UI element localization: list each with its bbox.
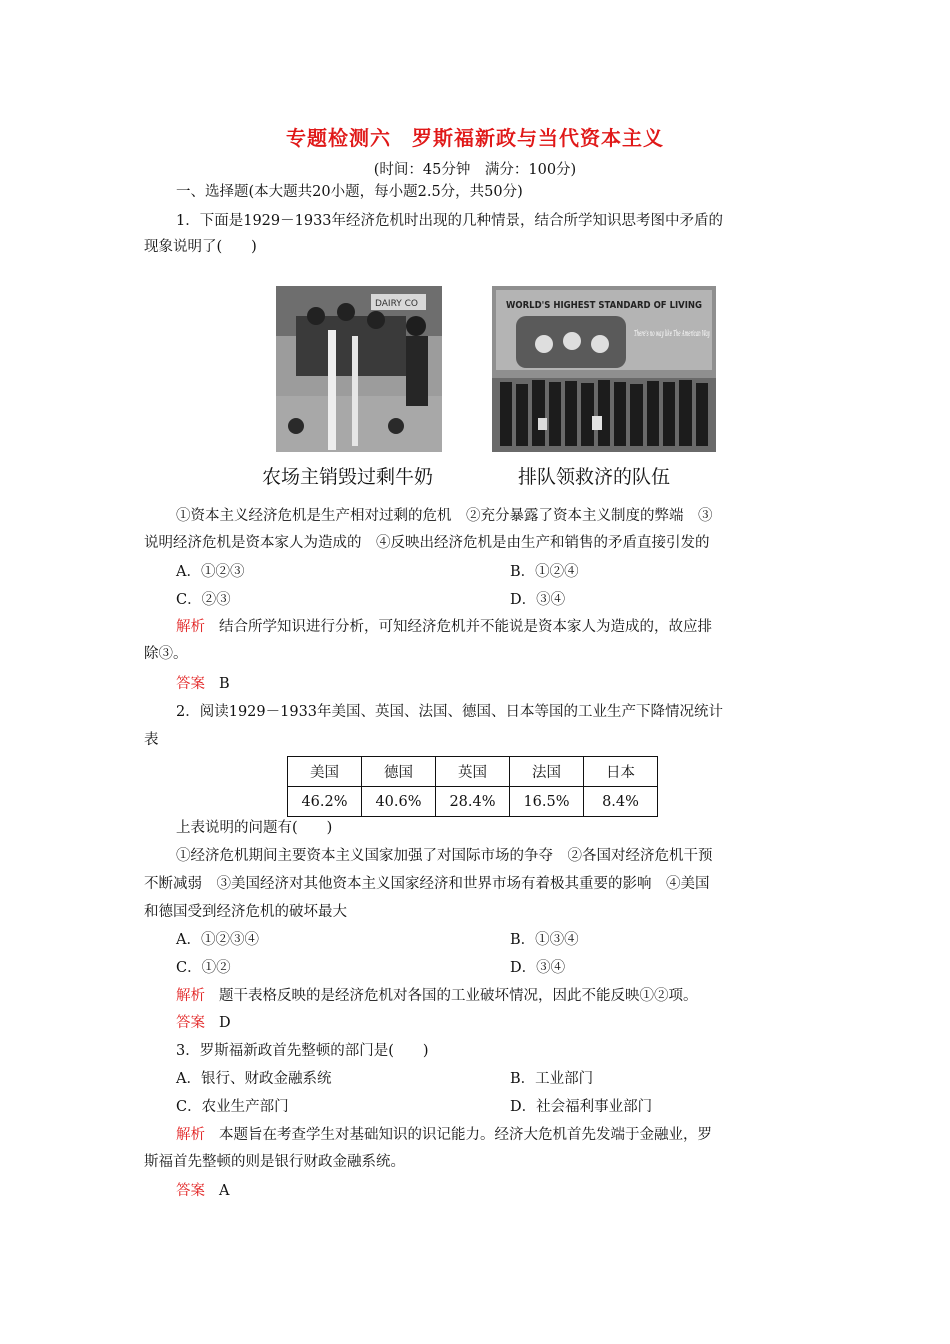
relief-photo-caption: 排队领救济的队伍 [518,466,671,488]
q2-analysis-label: 解析 [176,988,205,1004]
billboard-slogan: There's no way like The American Way [634,329,711,338]
table-header-cell: 日本 [584,757,658,787]
dairy-sign-text: DAIRY CO [375,299,418,309]
q1-analysis-label: 解析 [176,619,205,635]
q2-statements-line2: 不断减弱 ③美国经济对其他资本主义国家经济和世界市场有着极其重要的影响 ④美国 [144,876,710,892]
q3-analysis-label: 解析 [176,1127,205,1143]
table-cell: 28.4% [436,787,510,817]
q3-analysis [176,1125,712,1145]
q1-analysis [176,617,712,637]
q2-statements-line1: ①经济危机期间主要资本主义国家加强了对国际市场的争夺 ②各国对经济危机干预 [176,848,713,864]
q1-option-c: C．②③ [176,592,231,608]
q3-option-a: A．银行、财政金融系统 [176,1071,332,1087]
q1-answer-label: 答案 [176,676,205,692]
table-row [288,787,658,817]
section-heading: 一、选择题(本大题共20小题，每小题2.5分，共50分) [176,184,523,200]
billboard-text: WORLD'S HIGHEST STANDARD OF LIVING [506,300,702,311]
q1-analysis-line2: 除③。 [144,646,188,662]
q2-answer-value: D [219,1015,231,1031]
q2-option-d: D．③④ [510,960,566,976]
page-title: 专题检测六 罗斯福新政与当代资本主义 [286,126,664,150]
table-header-cell: 英国 [436,757,510,787]
q2-question: 上表说明的问题有( ) [176,820,333,836]
table-header-cell: 德国 [362,757,436,787]
table-header-cell: 美国 [288,757,362,787]
q1-option-a: A．①②③ [176,564,245,580]
q1-statements-line1: ①资本主义经济危机是生产相对过剩的危机 ②充分暴露了资本主义制度的弊端 ③ [176,508,713,524]
q1-analysis-text: 结合所学知识进行分析，可知经济危机并不能说是资本家人为造成的，故应排 [219,619,712,635]
q3-stem: 3．罗斯福新政首先整顿的部门是( ) [176,1043,429,1059]
q1-answer [176,674,230,694]
milk-dumping-photo [276,286,442,452]
relief-line-photo [492,286,716,452]
q3-answer-value: A [219,1183,230,1199]
table-cell: 8.4% [584,787,658,817]
table-cell: 46.2% [288,787,362,817]
q1-answer-value: B [219,676,230,692]
table-cell: 40.6% [362,787,436,817]
table-header-cell: 法国 [510,757,584,787]
q2-answer [176,1013,231,1033]
industrial-decline-table [287,756,658,817]
q2-stem-line1: 2．阅读1929－1933年美国、英国、法国、德国、日本等国的工业生产下降情况统计 [176,704,724,720]
q2-answer-label: 答案 [176,1015,205,1031]
q3-analysis-text: 本题旨在考查学生对基础知识的识记能力。经济大危机首先发端于金融业，罗 [219,1127,712,1143]
exam-info: (时间：45分钟 满分：100分) [373,162,577,178]
q1-option-d: D．③④ [510,592,566,608]
q3-option-c: C．农业生产部门 [176,1099,289,1115]
q2-statements-line3: 和德国受到经济危机的破坏最大 [144,904,347,920]
table-cell: 16.5% [510,787,584,817]
q3-option-b: B．工业部门 [510,1071,594,1087]
q2-option-b: B．①③④ [510,932,579,948]
table-header-row [288,757,658,787]
q2-stem-line2: 表 [144,732,159,748]
milk-photo-caption: 农场主销毁过剩牛奶 [262,466,434,488]
q2-analysis-text: 题干表格反映的是经济危机对各国的工业破坏情况，因此不能反映①②项。 [219,988,698,1004]
q3-option-d: D．社会福利事业部门 [510,1099,653,1115]
q3-analysis-line2: 斯福首先整顿的则是银行财政金融系统。 [144,1154,405,1170]
q3-answer [176,1181,229,1201]
q2-option-c: C．①② [176,960,231,976]
q1-option-b: B．①②④ [510,564,579,580]
q1-statements-line2: 说明经济危机是资本家人为造成的 ④反映出经济危机是由生产和销售的矛盾直接引发的 [144,535,710,551]
q1-stem-line1: 1．下面是1929－1933年经济危机时出现的几种情景，结合所学知识思考图中矛盾的 [176,213,724,229]
q3-answer-label: 答案 [176,1183,205,1199]
q2-analysis [176,986,698,1006]
q1-stem-line2: 现象说明了( ) [144,239,257,255]
q2-option-a: A．①②③④ [176,932,259,948]
